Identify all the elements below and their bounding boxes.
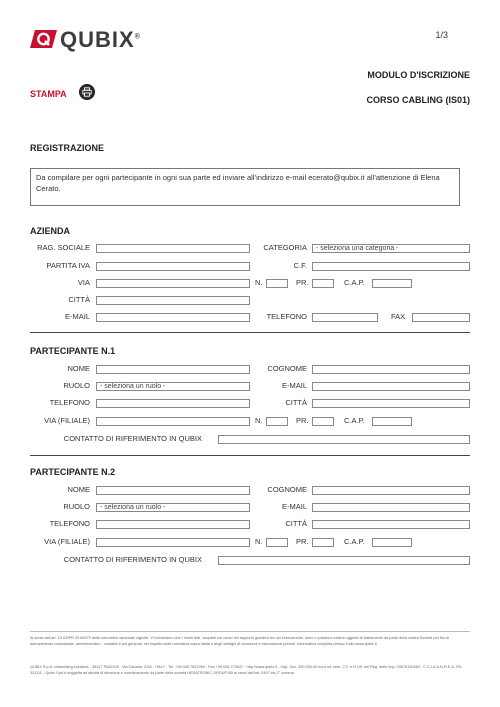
via-label: VIA <box>77 278 90 287</box>
email-label: E-MAIL <box>64 312 90 321</box>
p2-nome-input[interactable] <box>96 486 250 495</box>
company-info: QUBIX S.p.A. networking solutions - 35127 PADOVA - Via Canada, 23/A - ITALY - Tel. +39 049.7601994 - Fax +39 049.773647 - http://www.qubix.it - Cap. Soc. 300.000,00 euro int. vers. C.F. e R.Uff. del Reg. delle Imp. 03575150283 - C.C.I.A.A.N.R.E.A. PD-321111 - Qubix SpA è soggetta ad attività di direzione e coordinamento da parte della società HEDATRONIC GROUP AB ai sensi dell’art. 2497 bis 2° comma <box>30 665 463 675</box>
p1-nome-input[interactable] <box>96 365 250 374</box>
p1-pr-input[interactable] <box>312 417 334 426</box>
p1-n-input[interactable] <box>266 417 288 426</box>
p1-contatto-input[interactable] <box>218 435 470 444</box>
p1-cap-label: C.A.P. <box>344 416 365 425</box>
cf-label: C.F. <box>293 261 307 270</box>
citta-label: CITTÀ <box>68 295 90 304</box>
p2-telefono-label: TELEFONO <box>49 519 90 528</box>
partecipante2-title: PARTECIPANTE N.2 <box>30 467 116 477</box>
p2-citta-input[interactable] <box>312 520 470 529</box>
email-input[interactable] <box>96 313 250 322</box>
p1-cap-input[interactable] <box>372 417 412 426</box>
pr-label: PR. <box>296 278 309 287</box>
p2-citta-label: CITTÀ <box>285 519 307 528</box>
divider <box>30 332 470 333</box>
p1-contatto-label: CONTATTO DI RIFERIMENTO IN QUBIX <box>63 434 202 443</box>
p2-ruolo-label: RUOLO <box>63 502 90 511</box>
p1-ruolo-select[interactable]: - seleziona un ruolo - <box>96 382 250 391</box>
p1-citta-label: CITTÀ <box>285 398 307 407</box>
p1-pr-label: PR. <box>296 416 309 425</box>
p2-email-label: E-MAIL <box>281 502 307 511</box>
p1-email-label: E-MAIL <box>281 381 307 390</box>
telefono-label: TELEFONO <box>266 312 307 321</box>
cf-input[interactable] <box>312 262 470 271</box>
p2-ruolo-select[interactable]: - seleziona un ruolo - <box>96 503 250 512</box>
rag-sociale-input[interactable] <box>96 244 250 253</box>
partita-iva-input[interactable] <box>96 262 250 271</box>
p1-telefono-input[interactable] <box>96 399 250 408</box>
p1-citta-input[interactable] <box>312 399 470 408</box>
p2-n-label: N. <box>255 537 263 546</box>
p2-nome-label: NOME <box>67 485 90 494</box>
categoria-label: CATEGORIA <box>263 243 307 252</box>
n-input[interactable] <box>266 279 288 288</box>
printer-icon[interactable] <box>79 84 95 100</box>
p2-pr-input[interactable] <box>312 538 334 547</box>
p1-cognome-label: COGNOME <box>267 364 307 373</box>
divider <box>30 455 470 456</box>
qubix-logo-text: QUBIX® <box>60 27 141 52</box>
partecipante1-title: PARTECIPANTE N.1 <box>30 346 116 356</box>
p2-cognome-input[interactable] <box>312 486 470 495</box>
p1-n-label: N. <box>255 416 263 425</box>
cap-label: C.A.P. <box>344 278 365 287</box>
p2-pr-label: PR. <box>296 537 309 546</box>
n-label: N. <box>255 278 263 287</box>
fax-input[interactable] <box>412 313 470 322</box>
categoria-select[interactable]: - seleziona una categoria - <box>312 244 470 253</box>
p2-telefono-input[interactable] <box>96 520 250 529</box>
p2-contatto-label: CONTATTO DI RIFERIMENTO IN QUBIX <box>63 555 202 564</box>
p2-cap-input[interactable] <box>372 538 412 547</box>
pr-input[interactable] <box>312 279 334 288</box>
form-title: MODULO D'ISCRIZIONE <box>367 70 470 80</box>
azienda-title: AZIENDA <box>30 226 70 236</box>
course-title: CORSO CABLING (IS01) <box>366 95 470 105</box>
cap-input[interactable] <box>372 279 412 288</box>
telefono-input[interactable] <box>312 313 378 322</box>
citta-input[interactable] <box>96 296 250 305</box>
qubix-logo-mark <box>30 28 58 50</box>
print-link[interactable]: STAMPA <box>30 89 67 99</box>
p2-via-label: VIA (FILIALE) <box>44 537 90 546</box>
page-number: 1/3 <box>435 30 448 40</box>
p1-email-input[interactable] <box>312 382 470 391</box>
rag-sociale-label: RAG. SOCIALE <box>37 243 90 252</box>
p1-cognome-input[interactable] <box>312 365 470 374</box>
via-input[interactable] <box>96 279 250 288</box>
footer-divider <box>30 631 470 632</box>
registration-title: REGISTRAZIONE <box>30 143 105 153</box>
p2-contatto-input[interactable] <box>218 556 470 565</box>
p1-telefono-label: TELEFONO <box>49 398 90 407</box>
p2-n-input[interactable] <box>266 538 288 547</box>
privacy-notice: Ai sensi dell’art. 13 GDPR 2016/679 della normativa nazionale vigente, Vi informiamo che i Vostri dati, acquisiti nel corso del rapporto giuridico tra noi intercorrente, sono o potranno essere oggetto di trattamento da parte della nostra Società per fini di adempimento contrattuale, amministrativo - contabili e più generali, nel rispetto della normativa sopra citata e degli obblighi di sicurezza e riservatezza previsti. Informativa completa presso il sito www.qubix.it <box>30 636 449 646</box>
p2-via-input[interactable] <box>96 538 250 547</box>
partita-iva-label: PARTITA IVA <box>46 261 90 270</box>
p2-email-input[interactable] <box>312 503 470 512</box>
p1-via-input[interactable] <box>96 417 250 426</box>
p2-cognome-label: COGNOME <box>267 485 307 494</box>
p1-nome-label: NOME <box>67 364 90 373</box>
fax-label: FAX <box>391 312 406 321</box>
p1-ruolo-label: RUOLO <box>63 381 90 390</box>
instructions-box: Da compilare per ogni partecipante in ogni sua parte ed inviare all’indirizzo e-mail ecerato@qubix.it all’attenzione di Elena Cerato. <box>30 168 460 206</box>
p2-cap-label: C.A.P. <box>344 537 365 546</box>
p1-via-label: VIA (FILIALE) <box>44 416 90 425</box>
